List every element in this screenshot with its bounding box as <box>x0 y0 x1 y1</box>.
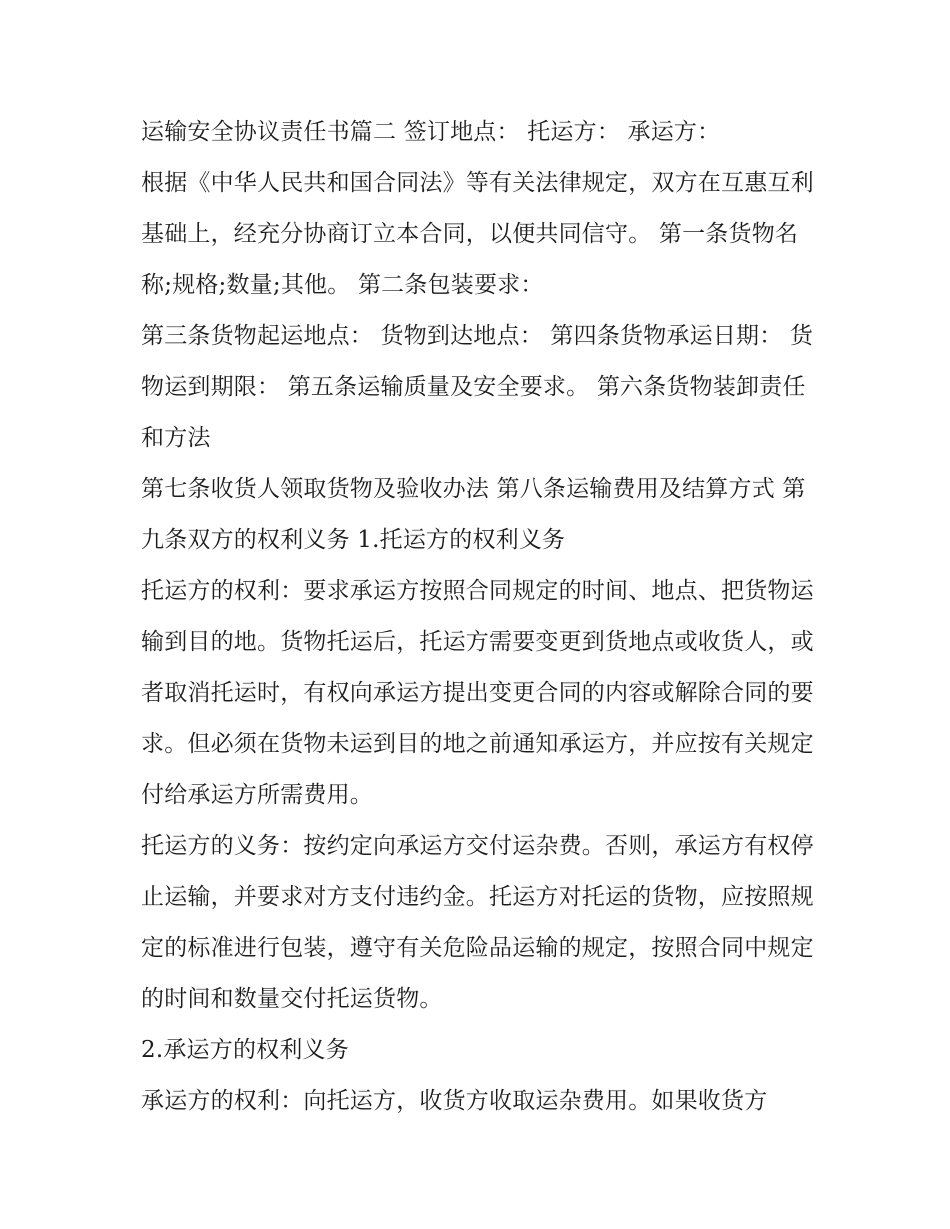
paragraph-shipper-rights: 托运方的权利：要求承运方按照合同规定的时间、地点、把货物运输到目的地。货物托运后，托运方需要变更到货地点或收货人，或者取消托运时，有权向承运方提出变更合同的内容或解除合同的要求。但必须在货物未运到目的地之前通知承运方，并应按有关规定付给承运方所需费用。 <box>141 578 814 808</box>
paragraph-articles-7-9: 第七条收货人领取货物及验收办法 第八条运输费用及结算方式 第九条双方的权利义务 1.托运方的权利义务 <box>141 476 806 553</box>
paragraph-title-line: 运输安全协议责任书篇二 签订地点： 托运方： 承运方： <box>141 119 721 145</box>
paragraph-articles-3-6: 第三条货物起运地点： 货物到达地点： 第四条货物承运日期： 货物运到期限： 第五条运输质量及安全要求。 第六条货物装卸责任和方法 <box>141 323 814 451</box>
paragraph-carrier-rights: 承运方的权利：向托运方，收货方收取运杂费用。如果收货方 <box>141 1088 768 1114</box>
paragraph-preamble: 根据《中华人民共和国合同法》等有关法律规定，双方在互惠互利基础上，经充分协商订立本合同，以便共同信守。 第一条货物名称;规格;数量;其他。 第二条包装要求： <box>141 170 814 298</box>
paragraph-shipper-obligations: 托运方的义务：按约定向承运方交付运杂费。否则，承运方有权停止运输，并要求对方支付违约金。托运方对托运的货物，应按照规定的标准进行包装，遵守有关危险品运输的规定，按照合同中规定的时间和数量交付托运货物。 <box>141 833 814 1012</box>
paragraph-carrier-heading: 2.承运方的权利义务 <box>141 1037 349 1063</box>
document-body <box>141 107 821 1127</box>
